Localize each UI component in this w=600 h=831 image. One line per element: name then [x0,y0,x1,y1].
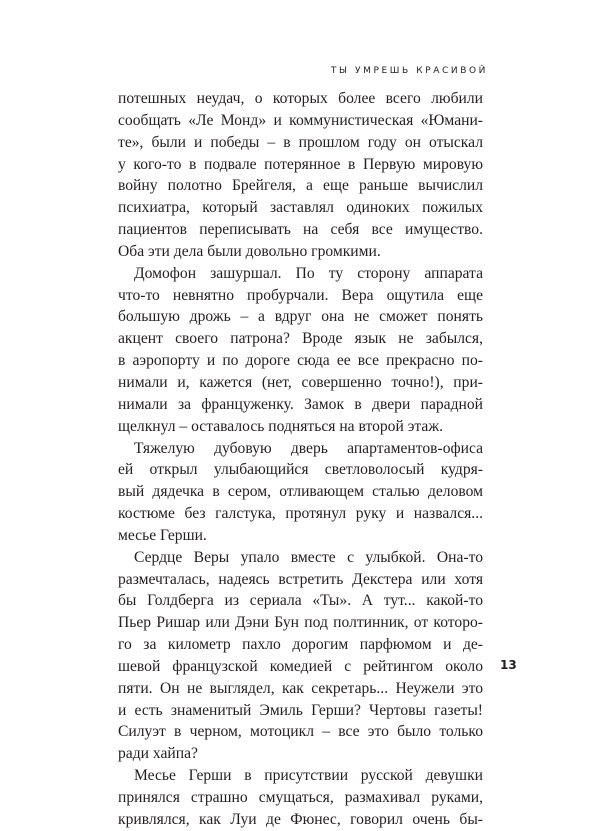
text-line: сообщать «Ле Монд» и коммунистическая «Юмани- [118,111,483,129]
paragraph-first-line: Тяжелую дубовую дверь апартаментов-офиса [134,439,483,457]
text-line: вый дядечка в сером, отливающем сталью деловом [118,483,483,501]
paragraph-first-line: Домофон зашуршал. По ту сторону аппарата [134,264,483,282]
text-line: бы Голдберга из сериала «Ты». А тут... какой-то [118,592,483,610]
text-line: Силуэт в черном, мотоцикл – все это было только [118,723,483,741]
text-line: кривлялся, как Луи де Фюнес, говорил очень бы- [118,810,483,828]
text-line: принялся страшно смущаться, размахивал руками, [118,789,483,806]
text-line: Пьер Ришар или Дэни Бун под полтинник, от которо- [118,614,483,632]
text-line: Оба эти дела были довольно громкими. [118,242,381,260]
text-line: психиатра, который заставлял одиноких пожилых [118,199,483,217]
text-line: что-то невнятно пробурчали. Вера ощутила еще [118,286,483,304]
text-line: размечталась, надеясь встретить Декстера или хотя [118,570,483,588]
text-line: ей открыл улыбающийся светловолосый кудря- [118,461,483,479]
page-number: 13 [500,658,517,672]
text-line: войну полотно Брейгеля, а еще раньше вычислил [118,177,483,195]
running-head: ТЫ УМРЕШЬ КРАСИВОЙ [330,66,488,76]
text-line: потешных неудач, о которых более всего любили [118,90,483,107]
text-line: те», были и победы – в прошлом году он отыскал [118,133,483,151]
body-text [118,88,483,831]
text-line: в аэропорту и по дороге сюда ее все прекрасно по- [118,352,483,370]
text-line: пяти. Он не выглядел, как секретарь... Неужели это [118,679,483,697]
text-line: го за километр пахло дорогим парфюмом и де- [118,636,483,654]
text-line: и есть знаменитый Эмиль Герши? Чертовы газеты! [118,701,483,719]
text-line: нимали за француженку. Замок в двери парадной [118,395,483,413]
paragraph-first-line: Месье Герши в присутствии русской девушки [134,767,483,785]
text-line: нимали и, кажется (нет, совершенно точно!), при- [118,373,483,391]
text-line: месье Герши. [118,526,207,544]
text-line: костюме без галстука, протянул руку и назвался... [118,505,483,523]
text-line: акцент своего патрона? Вроде язык не забылся, [118,330,483,348]
text-line: пациентов переписывать на себя все имущество. [118,221,483,239]
paragraph-first-line: Сердце Веры упало вместе с улыбкой. Она-то [134,548,483,566]
text-line: щелкнул – оставалось подняться на второй этаж. [118,417,444,435]
text-line: ради хайпа? [118,745,198,763]
text-line: шевой французской комедией с рейтингом около [118,657,483,675]
text-line: большую дрожь – а вдруг она не сможет понять [118,308,483,326]
text-line: у кого-то в подвале потерянное в Первую мировую [118,155,483,173]
